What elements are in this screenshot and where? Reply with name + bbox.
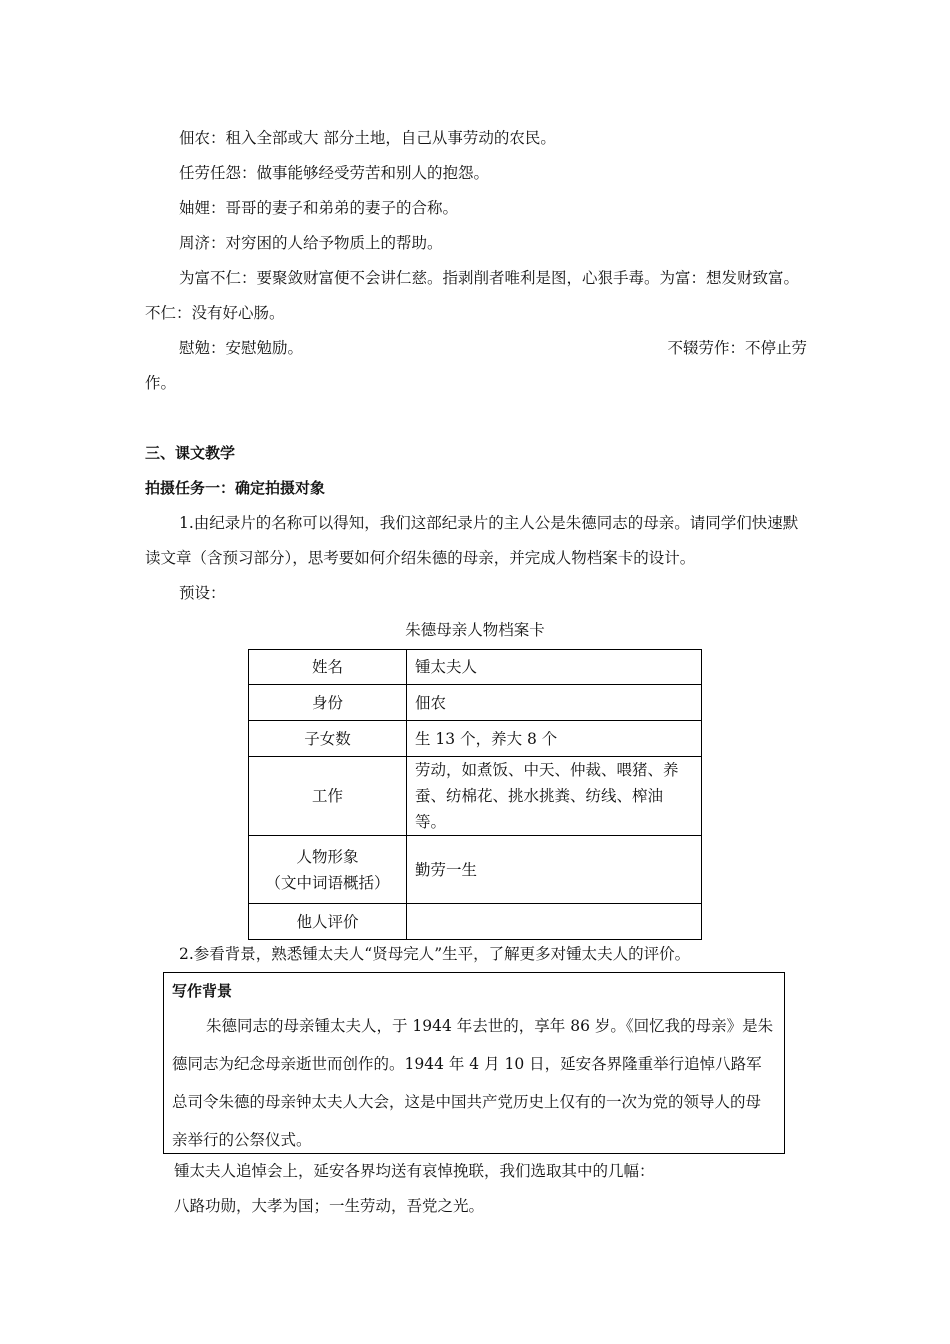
card-title: 朱德母亲人物档案卡: [405, 621, 545, 639]
question-2: 2.参看背景，熟悉锺太夫人“贤母完人”生平，了解更多对锺太夫人的评价。: [179, 945, 691, 963]
table-row: [249, 904, 702, 940]
card-value: 勤劳一生: [407, 836, 702, 904]
glossary-diannong: 佃农：租入全部或大 部分土地，自己从事劳动的农民。: [179, 129, 556, 147]
card-key: 工作: [249, 757, 407, 836]
preset-label: 预设：: [179, 584, 226, 602]
glossary-zhouji: 周济：对穷困的人给予物质上的帮助。: [179, 234, 443, 252]
card-value: 锺太夫人: [407, 650, 702, 685]
profile-card-table: [248, 649, 702, 940]
elegy-couplet: 八路功勋，大孝为国；一生劳动，吾党之光。: [174, 1197, 485, 1215]
glossary-zhouli: 妯娌：哥哥的妻子和弟弟的妻子的合称。: [179, 199, 459, 217]
task-heading: 拍摄任务一：确定拍摄对象: [145, 479, 326, 497]
table-row: [249, 685, 702, 721]
card-key: [249, 836, 407, 904]
card-key: 他人评价: [249, 904, 407, 940]
glossary-buchuo-tail: 作。: [145, 374, 177, 392]
table-row: [249, 836, 702, 904]
glossary-weimian: 慰勉：安慰勉励。: [179, 339, 304, 357]
card-key: 身份: [249, 685, 407, 721]
card-value: [407, 904, 702, 940]
table-row: [249, 721, 702, 757]
table-row: [249, 757, 702, 836]
question-1: 1.由纪录片的名称可以得知，我们这部纪录片的主人公是朱德同志的母亲。请同学们快速默读文章（含预习部分），思考要如何介绍朱德的母亲，并完成人物档案卡的设计。: [145, 514, 799, 567]
table-row: [249, 650, 702, 685]
glossary-weifu: 为富不仁：要聚敛财富便不会讲仁慈。指剥削者唯利是图，心狠手毒。为富：想发财致富。不仁：没有好心肠。: [145, 269, 800, 322]
card-value: 佃农: [407, 685, 702, 721]
card-key: 姓名: [249, 650, 407, 685]
background-title: 写作背景: [172, 982, 233, 1000]
elegy-intro: 锺太夫人追悼会上，延安各界均送有哀悼挽联，我们选取其中的几幅：: [174, 1162, 655, 1180]
glossary-renlao: 任劳任怨：做事能够经受劳苦和别人的抱怨。: [179, 164, 490, 182]
card-key-line2: （文中词语概括）: [265, 873, 390, 892]
card-key-line1: 人物形象: [296, 847, 359, 866]
glossary-buchuo: 不辍劳作：不停止劳: [667, 339, 807, 357]
section-heading: 三、课文教学: [145, 444, 236, 462]
glossary-pair-row: [145, 331, 807, 366]
card-value: 劳动，如煮饭、中天、仲裁、喂猪、养蚕、纺棉花、挑水挑粪、纺线、榨油等。: [407, 757, 702, 836]
card-value: 生 13 个，养大 8 个: [407, 721, 702, 757]
background-text: 朱德同志的母亲锺太夫人，于 1944 年去世的，享年 86 岁。《回忆我的母亲》是朱德同志为纪念母亲逝世而创作的。1944 年 4 月 10 日，延安各界隆重举行追悼八路军总司令朱德的母亲钟太夫人大会，这是中国共产党历史上仅有的一次为党的领导人的母亲举行的公祭仪式。: [172, 1017, 774, 1149]
card-key: 子女数: [249, 721, 407, 757]
background-box: [163, 972, 785, 1154]
